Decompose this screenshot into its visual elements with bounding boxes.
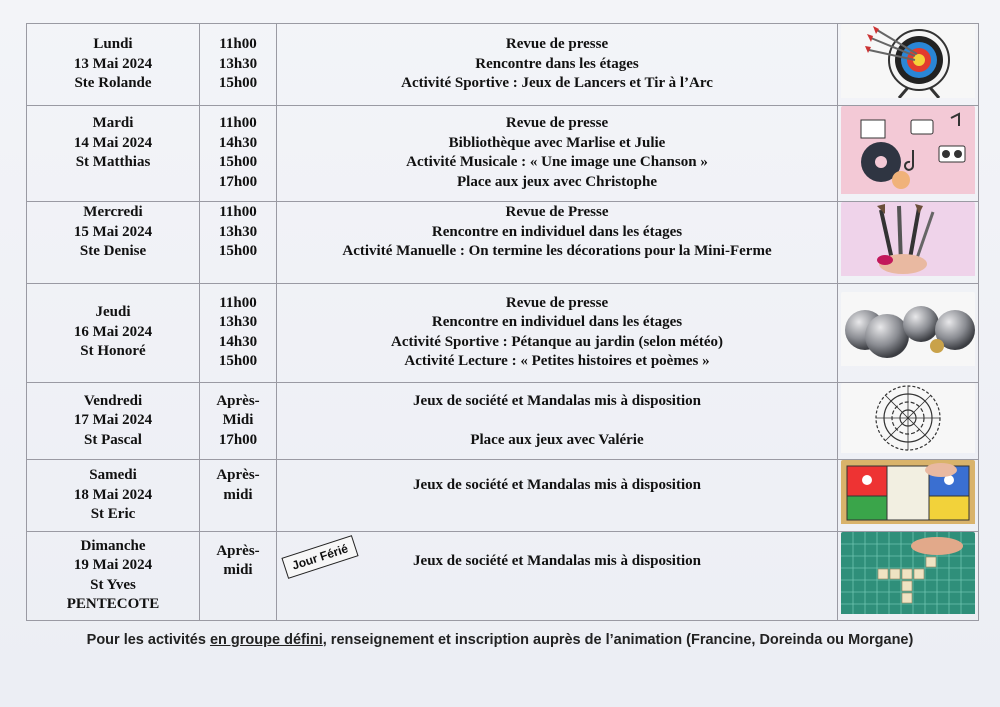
table-row <box>27 24 979 106</box>
board-game-icon <box>841 460 975 531</box>
activity-cell: Revue de Presse Rencontre en individuel dans les étages Activité Manuelle : On termine les décorations pour la Mini-Ferme <box>277 201 838 283</box>
image-cell <box>838 201 979 283</box>
time-cell: Après- Midi 17h00 <box>200 382 277 460</box>
public-holiday-stamp: Jour Férié <box>281 535 358 579</box>
day-cell: Mercredi 15 Mai 2024 Ste Denise <box>27 201 200 283</box>
archery-target-icon <box>841 24 975 105</box>
weekly-schedule-table <box>26 23 979 621</box>
image-cell <box>838 283 979 382</box>
activity-cell: Revue de presse Bibliothèque avec Marlise et Julie Activité Musicale : « Une image une Chanson » Place aux jeux avec Christophe <box>277 105 838 201</box>
footer-note: Pour les activités en groupe défini, renseignement et inscription auprès de l’animation (Francine, Doreinda ou Morgane) <box>86 632 914 648</box>
time-cell: 11h00 13h30 15h00 <box>200 24 277 106</box>
image-cell <box>838 460 979 532</box>
paintbrushes-icon <box>841 202 975 283</box>
day-cell: Samedi 18 Mai 2024 St Eric <box>27 460 200 532</box>
table-row <box>27 460 979 532</box>
table-row <box>27 283 979 382</box>
day-cell: Vendredi 17 Mai 2024 St Pascal <box>27 382 200 460</box>
scrabble-board-icon <box>841 532 975 621</box>
image-cell <box>838 24 979 106</box>
activity-cell: Jeux de société et Mandalas mis à disposition <box>277 460 838 532</box>
table-row <box>27 531 979 621</box>
day-cell: Mardi 14 Mai 2024 St Matthias <box>27 105 200 201</box>
day-cell: Dimanche 19 Mai 2024 St Yves PENTECOTE <box>27 531 200 621</box>
music-collage-icon <box>841 106 975 201</box>
image-cell <box>838 531 979 621</box>
day-cell: Jeudi 16 Mai 2024 St Honoré <box>27 283 200 382</box>
table-row <box>27 382 979 460</box>
petanque-balls-icon <box>841 292 975 373</box>
activity-cell: Jour Férié Jeux de société et Mandalas mis à disposition <box>277 531 838 621</box>
time-cell: 11h00 13h30 14h30 15h00 <box>200 283 277 382</box>
activity-cell: Jeux de société et Mandalas mis à disposition Place aux jeux avec Valérie <box>277 382 838 460</box>
time-cell: Après- midi <box>200 460 277 532</box>
image-cell <box>838 382 979 460</box>
day-cell: Lundi 13 Mai 2024 Ste Rolande <box>27 24 200 106</box>
footer-underlined-text: en groupe défini <box>209 632 323 648</box>
mandala-icon <box>841 383 975 460</box>
activity-cell: Revue de presse Rencontre dans les étages Activité Sportive : Jeux de Lancers et Tir à l’Arc <box>277 24 838 106</box>
table-row <box>27 105 979 201</box>
time-cell: 11h00 13h30 15h00 <box>200 201 277 283</box>
image-cell <box>838 105 979 201</box>
activity-cell: Revue de presse Rencontre en individuel dans les étages Activité Sportive : Pétanque au jardin (selon météo) Activité Lecture : « Petites histoires et poèmes » <box>277 283 838 382</box>
time-cell: 11h00 14h30 15h00 17h00 <box>200 105 277 201</box>
time-cell: Après- midi <box>200 531 277 621</box>
table-row <box>27 201 979 283</box>
